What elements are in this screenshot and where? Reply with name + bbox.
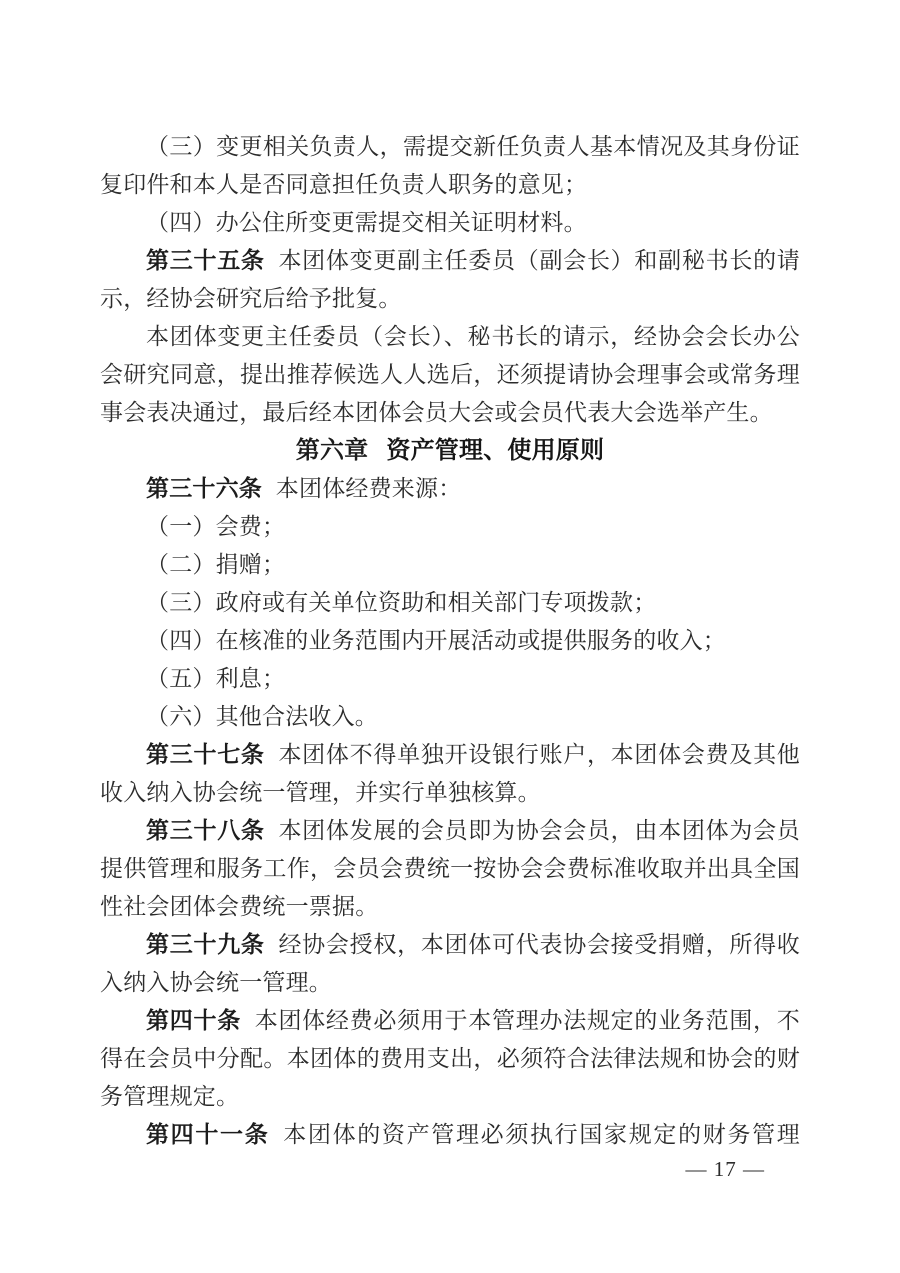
text-line [100, 964, 800, 1002]
line-text: 收入纳入协会统一管理，并实行单独核算。 [100, 780, 541, 805]
text-line [100, 128, 800, 166]
line-text: 示，经协会研究后给予批复。 [100, 286, 402, 311]
text-line [100, 584, 800, 622]
text-line [100, 394, 800, 432]
text-line [100, 774, 800, 812]
line-text: 本团体不得单独开设银行账户，本团体会费及其他 [278, 742, 800, 767]
line-text: 本团体发展的会员即为协会会员，由本团体为会员 [278, 818, 800, 843]
line-text: 复印件和本人是否同意担任负责人职务的意见； [100, 172, 588, 197]
text-line [100, 736, 800, 774]
article-number: 第三十七条 [146, 742, 265, 767]
document-body [100, 128, 800, 1154]
line-text: 本团体经费来源： [275, 476, 462, 501]
text-line [100, 166, 800, 204]
text-line [100, 242, 800, 280]
chapter-heading [100, 432, 800, 470]
line-text: （六）其他合法收入。 [146, 704, 378, 729]
article-number: 第四十一条 [146, 1122, 270, 1147]
line-text: 本团体变更副主任委员（副会长）和副秘书长的请 [278, 248, 800, 273]
text-line [100, 1040, 800, 1078]
article-number: 第三十五条 [146, 248, 265, 273]
line-text: （四）办公住所变更需提交相关证明材料。 [146, 210, 587, 235]
text-line [100, 356, 800, 394]
text-line [100, 1116, 800, 1154]
text-line [100, 318, 800, 356]
text-line [100, 622, 800, 660]
text-line [100, 470, 800, 508]
text-line [100, 812, 800, 850]
line-text: 事会表决通过，最后经本团体会员大会或会员代表大会选举产生。 [100, 400, 773, 425]
text-line [100, 850, 800, 888]
line-text: （五）利息； [146, 666, 286, 691]
article-number: 第三十八条 [146, 818, 265, 843]
line-text: 资产管理、使用原则 [386, 437, 605, 464]
line-text: （二）捐赠； [146, 552, 286, 577]
text-line [100, 204, 800, 242]
text-line [100, 546, 800, 584]
article-number: 第三十六条 [146, 476, 262, 501]
article-number: 第四十条 [146, 1008, 241, 1033]
line-text: 提供管理和服务工作，会员会费统一按协会会费标准收取并出具全国 [100, 856, 800, 881]
text-line [100, 888, 800, 926]
line-text: 本团体经费必须用于本管理办法规定的业务范围，不 [254, 1008, 800, 1033]
line-text: 得在会员中分配。本团体的费用支出，必须符合法律法规和协会的财 [100, 1046, 800, 1071]
line-text: 会研究同意，提出推荐候选人人选后，还须提请协会理事会或常务理 [100, 362, 800, 387]
line-text: 性社会团体会费统一票据。 [100, 894, 379, 919]
text-line [100, 698, 800, 736]
chapter-number: 第六章 [295, 437, 369, 464]
text-line [100, 660, 800, 698]
page-number: — 17 — [685, 1157, 765, 1181]
line-text: （一）会费； [146, 514, 286, 539]
text-line [100, 1002, 800, 1040]
line-text: 本团体的资产管理必须执行国家规定的财务管理 [283, 1122, 801, 1147]
line-text: 经协会授权，本团体可代表协会接受捐赠，所得收 [278, 932, 800, 957]
article-number: 第三十九条 [146, 932, 265, 957]
line-text: 入纳入协会统一管理。 [100, 970, 332, 995]
line-text: 务管理规定。 [100, 1084, 240, 1109]
line-text: （三）变更相关负责人，需提交新任负责人基本情况及其身份证 [146, 134, 800, 159]
line-text: （四）在核准的业务范围内开展活动或提供服务的收入； [146, 628, 726, 653]
line-text: （三）政府或有关单位资助和相关部门专项拨款； [146, 590, 657, 615]
text-line [100, 1078, 800, 1116]
text-line [100, 926, 800, 964]
text-line [100, 280, 800, 318]
line-text: 本团体变更主任委员（会长）、秘书长的请示，经协会会长办公 [146, 324, 800, 349]
text-line [100, 508, 800, 546]
